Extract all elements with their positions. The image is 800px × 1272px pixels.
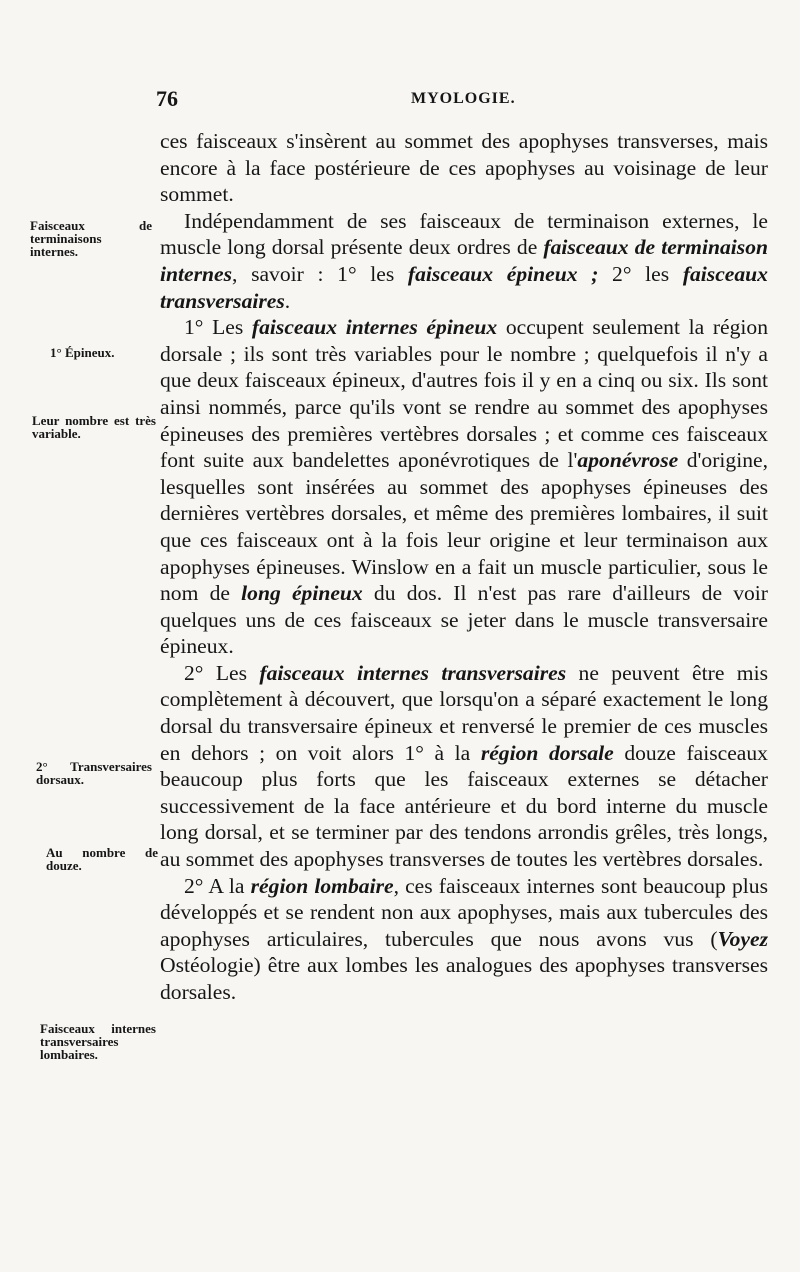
text-run: douze faisceaux beaucoup plus forts que les faisceaux externes se détacher successivement de la face antérieure et du bord interne du muscle long dorsal, et se terminer par des tendons arrondis grêles, très longs, au sommet des apophyses transverses de toutes les vertèbres dorsales.	[160, 740, 768, 872]
italic-term: faisceaux de terminaison internes	[160, 235, 768, 286]
text-run: 1° Les	[184, 315, 252, 340]
text-run: ne peuvent être mis complètement à découvert, que lorsqu'on a séparé exactement le long dorsal du transversaire épineux et renversé le premier de ces muscles en dehors ; on voit alors 1° à la	[160, 660, 768, 765]
text-run: .	[284, 288, 291, 313]
text-run: occupent seulement la région dorsale ; ils sont très variables pour le nombre ; quelquefois il n'y a que deux faisceaux épineux, d'autres fois il y en a cinq ou six. Ils sont ainsi nommés, parce qu'ils vont se rendre au sommet des apophyses épineuses des premières vertèbres dorsales ; et comme ces faisceaux font suite aux bandelettes aponévrotiques de l'	[160, 315, 769, 473]
paragraph	[160, 128, 768, 208]
text-run: , savoir : 1° les	[232, 261, 408, 286]
text-run: , ces faisceaux internes sont beaucoup plus développés et se rendent non aux apophyses, mais aux tubercules des apophyses articulaires, tubercules que nous avons vus (	[160, 873, 768, 951]
italic-term: long épineux	[241, 581, 363, 606]
text-run: d'origine, lesquelles sont insérées au sommet des apophyses épineuses des dernières vertèbres dorsales, et même des premières lombaires, il suit que ces faisceaux ont à la fois leur origine et leur terminaison aux apophyses épineuses. Winslow en a fait un muscle particulier, sous le nom de	[160, 448, 768, 606]
text-run: Indépendamment de ses faisceaux de terminaison externes, le muscle long dorsal présente deux ordres de	[160, 208, 768, 260]
italic-term: Voyez	[717, 926, 768, 951]
paragraph	[160, 873, 768, 1006]
running-title: MYOLOGIE.	[411, 90, 516, 107]
text-run: ces faisceaux s'insèrent au sommet des apophyses transverses, mais encore à la face postérieure de ces apophyses au voisinage de leur sommet.	[160, 129, 768, 207]
margin-note-epineux: 1° Épineux.	[50, 345, 115, 360]
page-header	[156, 86, 756, 116]
text-run: 2° les	[598, 261, 683, 286]
italic-term: faisceaux épineux ;	[407, 261, 599, 286]
italic-term: région lombaire	[250, 873, 394, 898]
italic-term: faisceaux internes épineux	[251, 315, 498, 340]
paragraph	[160, 314, 768, 660]
margin-note-transversaires-dorsaux: 2° Transversaires dorsaux.	[36, 759, 152, 787]
italic-term: faisceaux internes transversaires	[259, 660, 567, 685]
margin-note-leur-nombre: Leur nombre est très variable.	[32, 413, 156, 441]
main-text	[160, 128, 768, 1006]
margin-note-faisceaux-terminaison-internes: Faisceaux de terminaisons internes.	[30, 218, 152, 259]
paragraph	[160, 660, 768, 873]
text-run: 2° A la	[184, 873, 251, 898]
text-run: du dos. Il n'est pas rare d'ailleurs de voir quelques uns de ces faisceaux se jeter dans le muscle transversaire épineux.	[160, 581, 768, 659]
margin-note-au-nombre-douze: Au nombre de douze.	[46, 845, 158, 873]
italic-term: région dorsale	[480, 740, 614, 765]
paragraph	[160, 208, 768, 314]
page-number: 76	[156, 86, 178, 111]
margin-note-faisceaux-internes-lombaires: Faisceaux internes transversaires lombaires.	[40, 1021, 156, 1062]
text-run: Ostéologie) être aux lombes les analogues des apophyses transverses dorsales.	[160, 953, 768, 1004]
italic-term: faisceaux transversaires	[160, 261, 768, 313]
italic-term: aponévrose	[577, 448, 679, 473]
text-run: 2° Les	[184, 660, 260, 685]
